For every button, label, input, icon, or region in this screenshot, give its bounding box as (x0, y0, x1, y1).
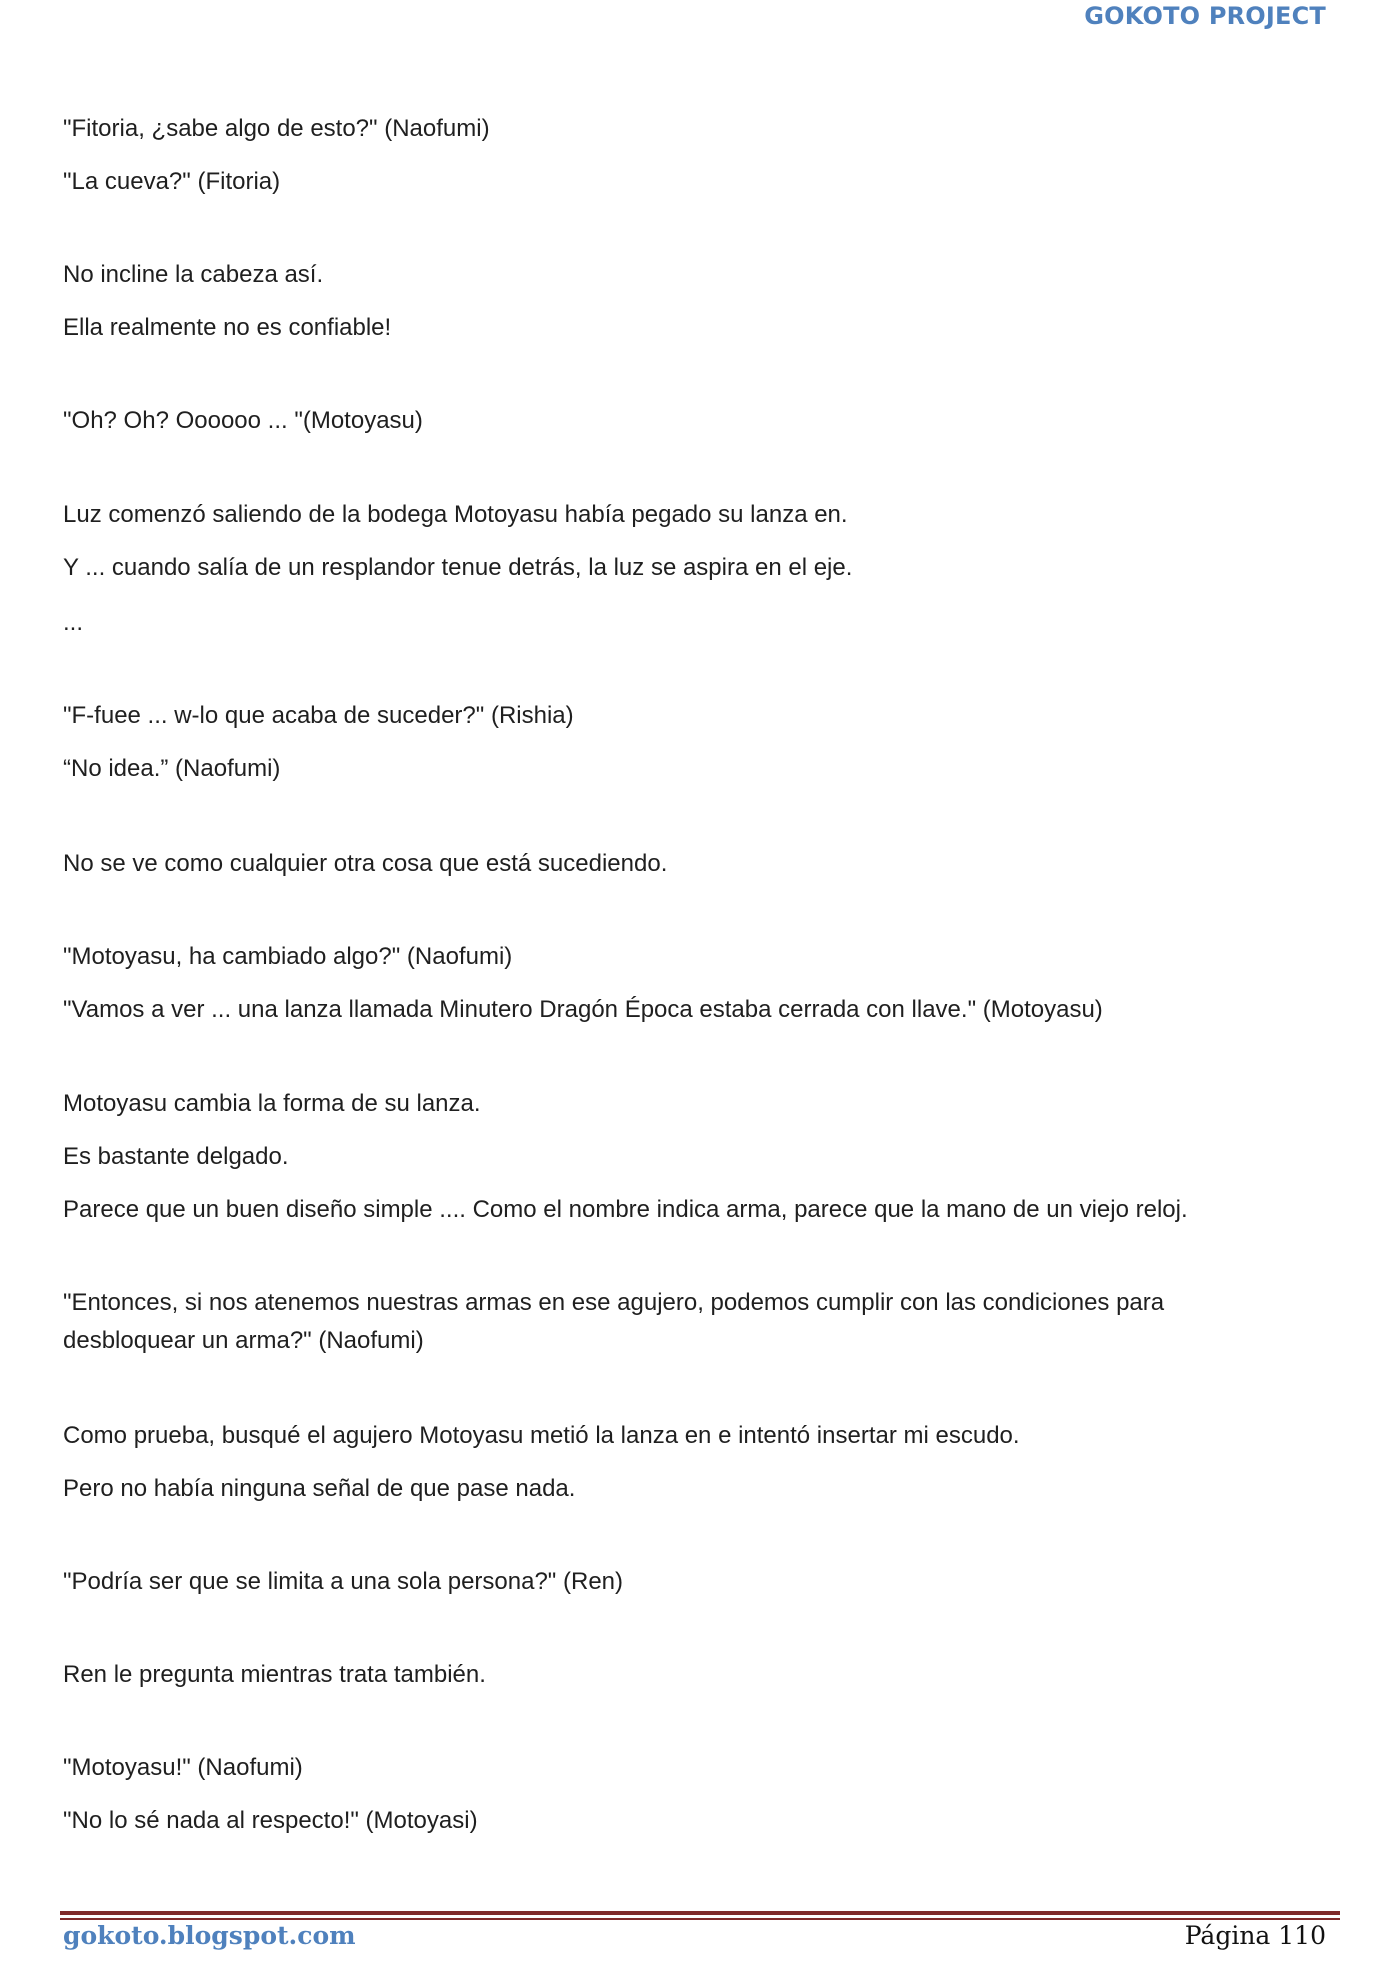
paragraph: No se ve como cualquier otra cosa que está sucediendo. (63, 850, 668, 877)
paragraph: Y ... cuando salía de un resplandor tenue detrás, la luz se aspira en el eje. (63, 554, 853, 581)
footer-site-link[interactable]: gokoto.blogspot.com (63, 1921, 356, 1950)
paragraph: Como prueba, busqué el agujero Motoyasu metió la lanza en e intentó insertar mi escudo. (63, 1422, 1020, 1449)
paragraph: Es bastante delgado. (63, 1143, 289, 1170)
footer-divider (60, 1911, 1340, 1915)
paragraph: "F-fuee ... w-lo que acaba de suceder?" (Rishia) (63, 702, 574, 729)
paragraph: "La cueva?" (Fitoria) (63, 168, 281, 195)
paragraph: "Motoyasu!" (Naofumi) (63, 1754, 303, 1781)
paragraph: Ella realmente no es confiable! (63, 314, 392, 341)
paragraph: "Fitoria, ¿sabe algo de esto?" (Naofumi) (63, 115, 490, 142)
paragraph: "Podría ser que se limita a una sola persona?" (Ren) (63, 1568, 624, 1595)
paragraph: “No idea.” (Naofumi) (63, 755, 281, 782)
paragraph: "Entonces, si nos atenemos nuestras armas en ese agujero, podemos cumplir con las condiciones para desbloquear un arma?" (Naofumi) (63, 1289, 1165, 1354)
paragraph: "Vamos a ver ... una lanza llamada Minutero Dragón Época estaba cerrada con llave." (Motoyasu) (63, 996, 1103, 1023)
paragraph: ... (63, 609, 84, 636)
paragraph: No incline la cabeza así. (63, 261, 324, 288)
paragraph: Pero no había ninguna señal de que pase nada. (63, 1475, 576, 1502)
footer-page-number: Página 110 (1184, 1921, 1326, 1950)
paragraph: "Motoyasu, ha cambiado algo?" (Naofumi) (63, 943, 513, 970)
paragraph: "Oh? Oh? Oooooo ... "(Motoyasu) (63, 407, 423, 434)
paragraph: Motoyasu cambia la forma de su lanza. (63, 1090, 481, 1117)
paragraph: Parece que un buen diseño simple .... Como el nombre indica arma, parece que la mano de un viejo reloj. (63, 1196, 1188, 1223)
paragraph: Ren le pregunta mientras trata también. (63, 1661, 486, 1688)
paragraph: "No lo sé nada al respecto!" (Motoyasi) (63, 1807, 478, 1834)
footer-divider-thin (60, 1918, 1340, 1920)
paragraph: Luz comenzó saliendo de la bodega Motoyasu había pegado su lanza en. (63, 501, 848, 528)
header-brand: GOKOTO PROJECT (1084, 2, 1326, 30)
